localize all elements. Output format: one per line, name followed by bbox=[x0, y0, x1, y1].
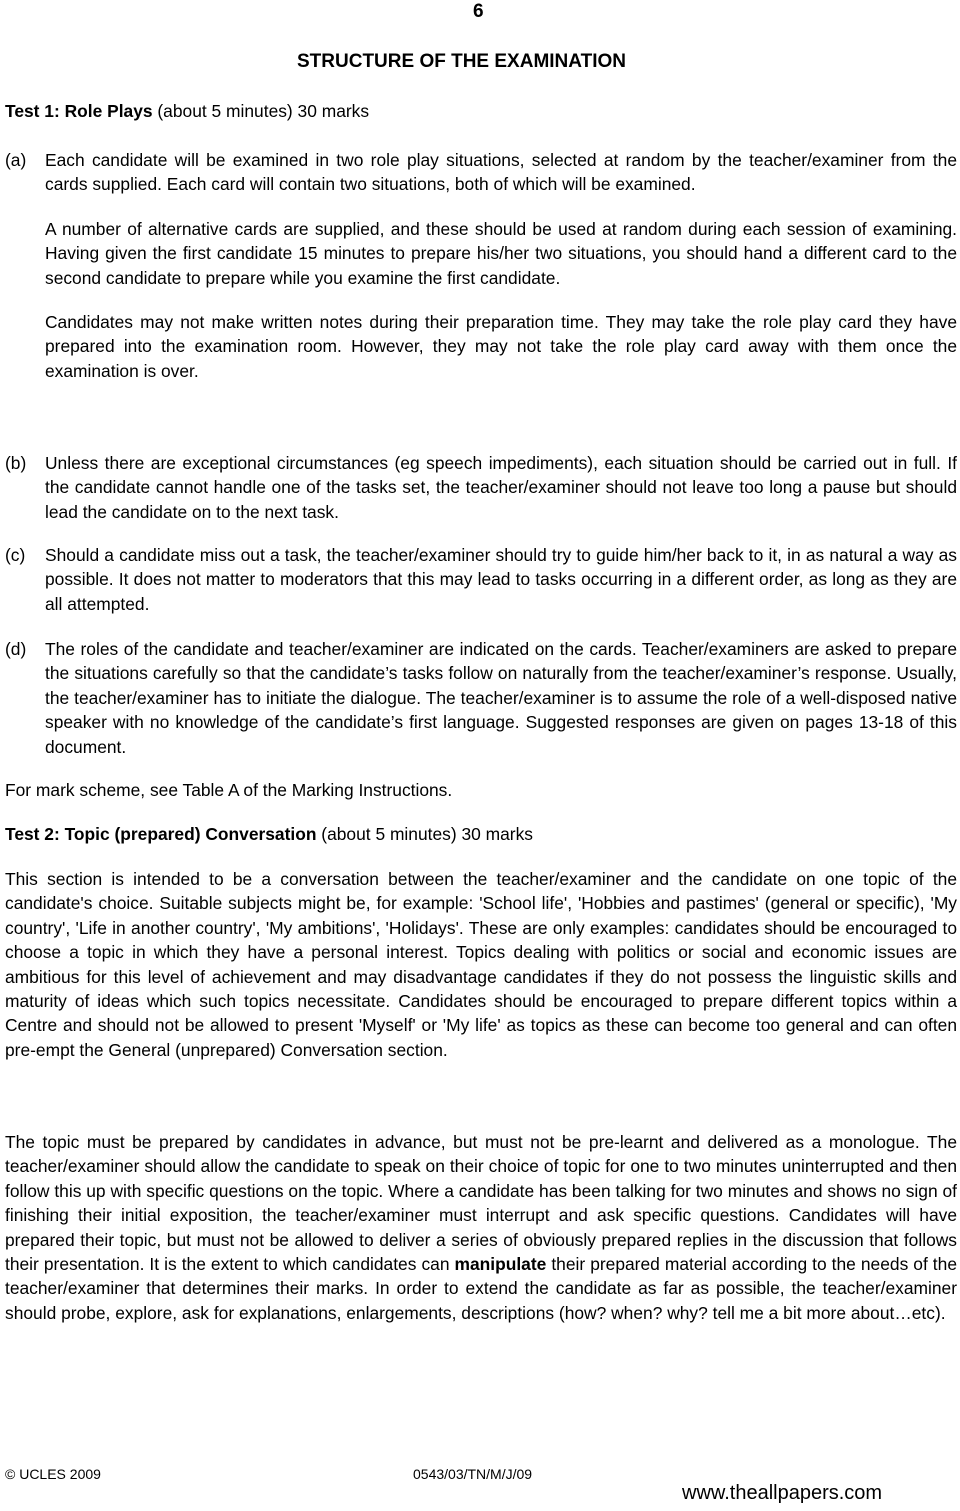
test2-paragraph-2-part-2: their prepared material according to the needs of the teacher/examiner that determines their marks. In order to extend the candidate as far as possible, the teacher/examiner should probe, explore, ask for explanations, enlargements, descriptions (how? when? why? tell me a bit more about…etc). bbox=[5, 1254, 957, 1323]
item-label-a: (a) bbox=[5, 150, 27, 170]
test2-heading-title: Test 2: Topic (prepared) Conversation bbox=[5, 824, 317, 844]
test2-heading-detail: (about 5 minutes) 30 marks bbox=[316, 824, 533, 844]
mark-scheme-note: For mark scheme, see Table A of the Marking Instructions. bbox=[5, 780, 453, 800]
list-item-d bbox=[5, 637, 957, 759]
item-label-c: (c) bbox=[5, 545, 26, 565]
item-a-paragraph-2: A number of alternative cards are supplied, and these should be used at random during each session of examining. Having given the first candidate 15 minutes to prepare his/her two situations, you should hand a different card to the second candidate to prepare while you examine the first candidate. bbox=[45, 218, 957, 288]
test2-paragraph-2-emphasis: manipulate bbox=[454, 1254, 547, 1275]
page-title: STRUCTURE OF THE EXAMINATION bbox=[297, 51, 626, 72]
item-c-paragraph-1: Should a candidate miss out a task, the teacher/examiner should try to guide him/her back to it, in as natural a way as possible. It does not matter to moderators that this may lead to tasks occurring in a different order, as long as they are all attempted. bbox=[45, 545, 957, 614]
test2-paragraph-1: This section is intended to be a conversation between the teacher/examiner and the candidate on one topic of the candidate's choice. Suitable subjects might be, for example: 'School life', 'Hobbies and pastimes' (general or specific), 'My country', 'Life in another country', 'My ambitions', 'Holidays'. These are only examples: candidates should be encouraged to choose a topic in which they have a personal interest. Topics dealing with politics or social and economic issues are ambitious for this level of achievement and may disadvantage candidates if they do not possess the linguistic skills and maturity of ideas which such topics necessitate. Candidates should be encouraged to prepare different topics within a Centre and should not be allowed to present 'Myself' or 'My life' as topics as these can become too general and can often pre-empt the General (unprepared) Conversation section. bbox=[5, 869, 957, 1060]
item-a-paragraph-3: Candidates may not make written notes during their preparation time. They may take the role play card they have prepared into the examination room. However, they may not take the role play card away with them once the examination is over. bbox=[45, 312, 957, 381]
item-d-paragraph-1: The roles of the candidate and teacher/examiner are indicated on the cards. Teacher/examiners are asked to prepare the situations carefully so that the candidate’s tasks follow on naturally from the teacher/examiner’s response. Usually, the teacher/examiner has to initiate the dialogue. The teacher/examiner is to assume the role of a well-disposed native speaker with no knowledge of the candidate’s first language. Suggested responses are given on pages 13-18 of this document. bbox=[45, 639, 957, 757]
test1-heading-detail: (about 5 minutes) 30 marks bbox=[152, 101, 370, 121]
list-item-c bbox=[5, 543, 957, 616]
item-label-d: (d) bbox=[5, 639, 27, 659]
footer-copyright: © UCLES 2009 bbox=[5, 1466, 101, 1482]
item-b-paragraph-1: Unless there are exceptional circumstances (eg speech impediments), each situation should be carried out in full. If the candidate cannot handle one of the tasks set, the teacher/examiner should not leave too long a pause but should lead the candidate on to the next task. bbox=[45, 453, 957, 522]
item-a-paragraph-1: Each candidate will be examined in two role play situations, selected at random by the teacher/examiner from the cards supplied. Each card will contain two situations, both of which will be examined. bbox=[45, 150, 957, 195]
test1-heading bbox=[5, 99, 369, 123]
item-label-b: (b) bbox=[5, 453, 27, 473]
footer-paper-code: 0543/03/TN/M/J/09 bbox=[413, 1466, 533, 1482]
test2-paragraph-2 bbox=[5, 1130, 957, 1325]
test2-paragraph-2-part-1: The topic must be prepared by candidates in advance, but must not be pre-learnt and delivered as a monologue. The teacher/examiner should allow the candidate to speak on their choice of topic for one to two minutes uninterrupted and then follow this up with specific questions on the topic. Where a candidate has been talking for two minutes and shows no sign of finishing their initial exposition, the teacher/examiner must interrupt and ask specific questions. Candidates will have prepared their topic, but must not be allowed to deliver a series of obviously prepared replies in the discussion that follows their presentation. It is the extent to which candidates can bbox=[5, 1132, 957, 1275]
page-number: 6 bbox=[473, 1, 484, 22]
footer-website-link[interactable]: www.theallpapers.com bbox=[682, 1482, 883, 1504]
list-item-a bbox=[5, 148, 957, 383]
test2-heading bbox=[5, 822, 533, 846]
list-item-b bbox=[5, 451, 957, 524]
test1-heading-title: Test 1: Role Plays bbox=[5, 101, 153, 121]
